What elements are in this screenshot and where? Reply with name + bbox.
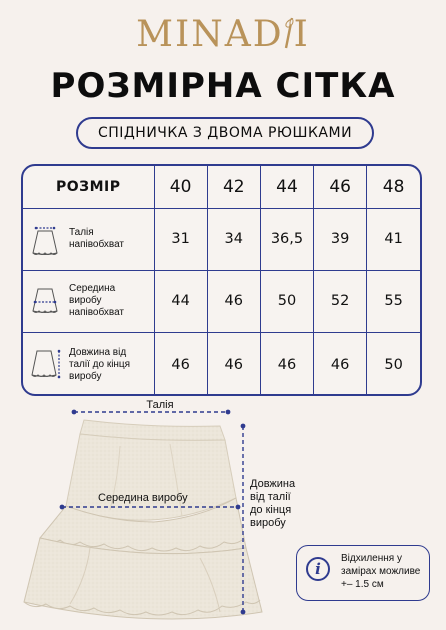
length-label: Довжина від талії до кінця виробу <box>250 478 296 529</box>
table-cell: 39 <box>314 208 367 270</box>
size-table <box>21 164 422 396</box>
table-cell: 41 <box>367 208 420 270</box>
size-48: 48 <box>367 166 420 208</box>
page-title: РОЗМІРНА СІТКА <box>50 66 396 106</box>
header-size-label: РОЗМІР <box>23 166 154 208</box>
logo-suffix: I <box>293 14 310 55</box>
needle-icon <box>284 14 294 50</box>
table-cell: 36,5 <box>260 208 313 270</box>
row-label-middle: Середина виробу напівобхват <box>69 283 124 318</box>
size-40: 40 <box>154 166 207 208</box>
row-label-length: Довжина від талії до кінця виробу <box>69 347 131 383</box>
row-label-waist: Талія напівобхват <box>69 227 124 250</box>
waist-label: Талія <box>146 399 174 411</box>
tolerance-note <box>296 545 430 601</box>
table-cell: 46 <box>260 332 313 396</box>
table-cell: 46 <box>154 332 207 396</box>
size-46: 46 <box>314 166 367 208</box>
middle-label: Середина виробу <box>98 492 188 504</box>
table-cell: 50 <box>367 332 420 396</box>
table-cell: 31 <box>154 208 207 270</box>
table-cell: 46 <box>207 332 260 396</box>
table-cell: 55 <box>367 270 420 332</box>
note-text: Відхилення у замірах можливе +– 1.5 см <box>341 553 421 590</box>
product-subtitle: СПІДНИЧКА З ДВОМА РЮШКАМИ <box>76 117 374 149</box>
table-cell: 34 <box>207 208 260 270</box>
table-cell: 44 <box>154 270 207 332</box>
table-cell: 46 <box>207 270 260 332</box>
skirt-length-icon <box>27 345 63 385</box>
size-44: 44 <box>260 166 313 208</box>
size-42: 42 <box>207 166 260 208</box>
table-cell: 52 <box>314 270 367 332</box>
table-header-row <box>23 166 420 208</box>
table-row <box>23 332 420 396</box>
table-cell: 50 <box>260 270 313 332</box>
brand-logo <box>0 14 446 55</box>
info-icon: i <box>306 557 330 581</box>
table-row <box>23 208 420 270</box>
table-cell: 46 <box>314 332 367 396</box>
table-row <box>23 270 420 332</box>
skirt-middle-icon <box>27 281 63 321</box>
skirt-waist-icon <box>27 219 63 259</box>
logo-text: MINAD <box>136 14 284 55</box>
